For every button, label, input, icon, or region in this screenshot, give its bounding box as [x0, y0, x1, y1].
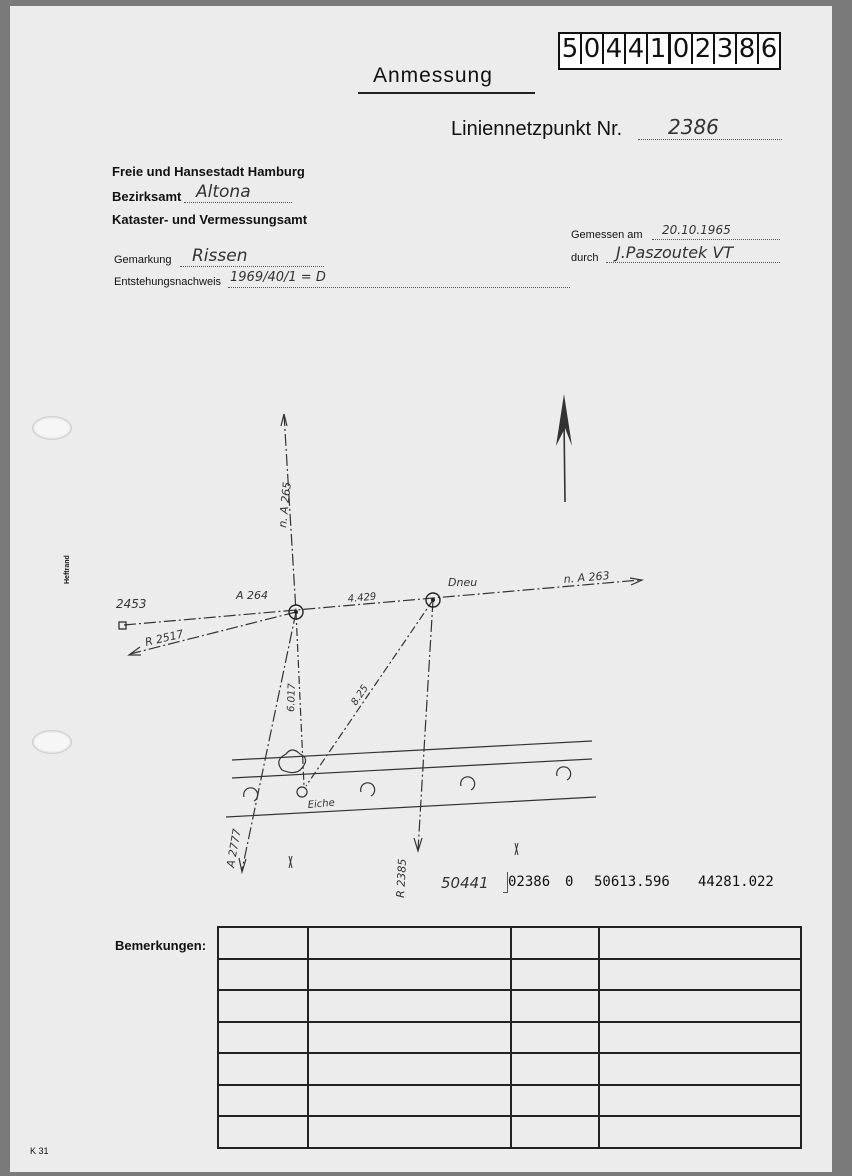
- id-digit: 5: [560, 34, 582, 64]
- mark-symbol: [289, 856, 292, 868]
- table-cell: [511, 1116, 599, 1148]
- id-digit: 2: [693, 34, 715, 64]
- sketch-label-eiche: Eiche: [307, 797, 336, 811]
- table-cell: [599, 990, 801, 1022]
- remarks-label: Bemerkungen:: [115, 938, 207, 953]
- tree-symbol: [461, 777, 475, 790]
- entstehung-label: Entstehungsnachweis: [114, 276, 222, 288]
- entstehung-value: 1969/40/1 = D: [230, 270, 326, 285]
- sketch-label-distance-4429: 4.429: [347, 591, 377, 605]
- sketch-label-a264: A 264: [236, 589, 269, 602]
- table-row: [218, 927, 801, 959]
- mark-symbol: [515, 843, 518, 855]
- sketch-label-a2777: A 2777: [224, 827, 244, 869]
- table-cell: [511, 1085, 599, 1117]
- table-cell: [308, 927, 511, 959]
- sketch-label-n-a265: n. A 265: [276, 481, 294, 529]
- id-digit: 0: [582, 34, 604, 64]
- table-row: [218, 959, 801, 991]
- id-digit: 6: [760, 34, 778, 64]
- gemessen-label: Gemessen am: [571, 229, 643, 241]
- coord-number: 02386: [508, 874, 551, 890]
- gemarkung-value: Rissen: [192, 246, 248, 266]
- table-cell: [511, 927, 599, 959]
- id-digit: 8: [737, 34, 759, 64]
- gemessen-value: 20.10.1965: [662, 223, 731, 237]
- table-cell: [308, 990, 511, 1022]
- table-cell: [599, 1022, 801, 1054]
- id-digit: 3: [715, 34, 737, 64]
- point-number: 2386: [668, 115, 719, 139]
- point-dneu-center: [431, 598, 435, 602]
- tree-symbol: [361, 783, 375, 796]
- sketch-label-distance-825: 8.25: [349, 683, 371, 708]
- table-cell: [308, 1116, 511, 1148]
- authority-name: Freie und Hansestadt Hamburg: [112, 164, 305, 179]
- point-label: Liniennetzpunkt Nr.: [451, 118, 623, 140]
- table-cell: [511, 1022, 599, 1054]
- road-edge-3: [226, 797, 596, 817]
- table-cell: [599, 1053, 801, 1085]
- arrow-r2517: [129, 647, 141, 655]
- point-a264-center: [294, 610, 298, 614]
- table-cell: [218, 1053, 308, 1085]
- table-cell: [511, 1053, 599, 1085]
- coord-x: 50613.596: [594, 874, 670, 890]
- coord-y: 44281.022: [698, 874, 774, 890]
- table-cell: [218, 990, 308, 1022]
- line-to-a263: [124, 580, 640, 625]
- sketch-label-r2385: R 2385: [394, 858, 410, 899]
- line-to-r2385: [418, 600, 433, 850]
- id-digit: 1: [648, 34, 671, 64]
- road-edge-2: [232, 759, 592, 778]
- coord-code: 0: [565, 874, 574, 890]
- table-cell: [218, 1085, 308, 1117]
- footer-form-code: K 31: [30, 1146, 49, 1156]
- table-cell: [308, 1022, 511, 1054]
- gemarkung-label: Gemarkung: [114, 254, 172, 266]
- table-row: [218, 1053, 801, 1085]
- heftrand-label: Heftrand: [64, 555, 71, 584]
- arrow-a2777: [239, 858, 246, 872]
- table-cell: [599, 1116, 801, 1148]
- north-arrow-shaft: [564, 420, 565, 502]
- oak-point-marker: [297, 787, 307, 797]
- road-edge-1: [232, 741, 592, 760]
- table-row: [218, 990, 801, 1022]
- remarks-table: [217, 926, 802, 1149]
- table-cell: [308, 959, 511, 991]
- oak-tree-symbol: [279, 750, 306, 773]
- id-digit: 0: [671, 34, 693, 64]
- durch-value: J.Paszoutek VT: [616, 243, 734, 262]
- table-cell: [218, 1022, 308, 1054]
- bezirksamt-value: Altona: [196, 182, 251, 202]
- bezirksamt-label: Bezirksamt: [112, 189, 182, 204]
- table-cell: [599, 1085, 801, 1117]
- durch-label: durch: [571, 252, 599, 264]
- tree-symbol: [557, 767, 571, 780]
- page-title: Anmessung: [373, 64, 493, 87]
- table-cell: [308, 1053, 511, 1085]
- table-cell: [599, 927, 801, 959]
- arrow-a263: [630, 578, 642, 585]
- table-row: [218, 1116, 801, 1148]
- sketch-label-distance-6017: 6.017: [286, 683, 298, 713]
- table-cell: [511, 990, 599, 1022]
- line-to-a2777: [242, 612, 296, 870]
- table-cell: [218, 959, 308, 991]
- sketch-label-r2517: R 2517: [143, 627, 185, 649]
- sketch-label-n-a263: n. A 263: [563, 569, 611, 586]
- sketch-label-2453: 2453: [116, 597, 147, 611]
- table-row: [218, 1085, 801, 1117]
- tree-symbol: [244, 788, 258, 801]
- coord-prefix: 50441: [441, 874, 489, 892]
- id-digit: 4: [604, 34, 626, 64]
- sketch-label-dneu: Dneu: [448, 576, 478, 589]
- table-cell: [511, 959, 599, 991]
- line-dneu-eiche: [306, 600, 433, 786]
- table-cell: [218, 1116, 308, 1148]
- office-name: Kataster- und Vermessungsamt: [112, 212, 308, 227]
- table-cell: [599, 959, 801, 991]
- id-digit: 4: [626, 34, 648, 64]
- table-cell: [218, 927, 308, 959]
- table-row: [218, 1022, 801, 1054]
- table-cell: [308, 1085, 511, 1117]
